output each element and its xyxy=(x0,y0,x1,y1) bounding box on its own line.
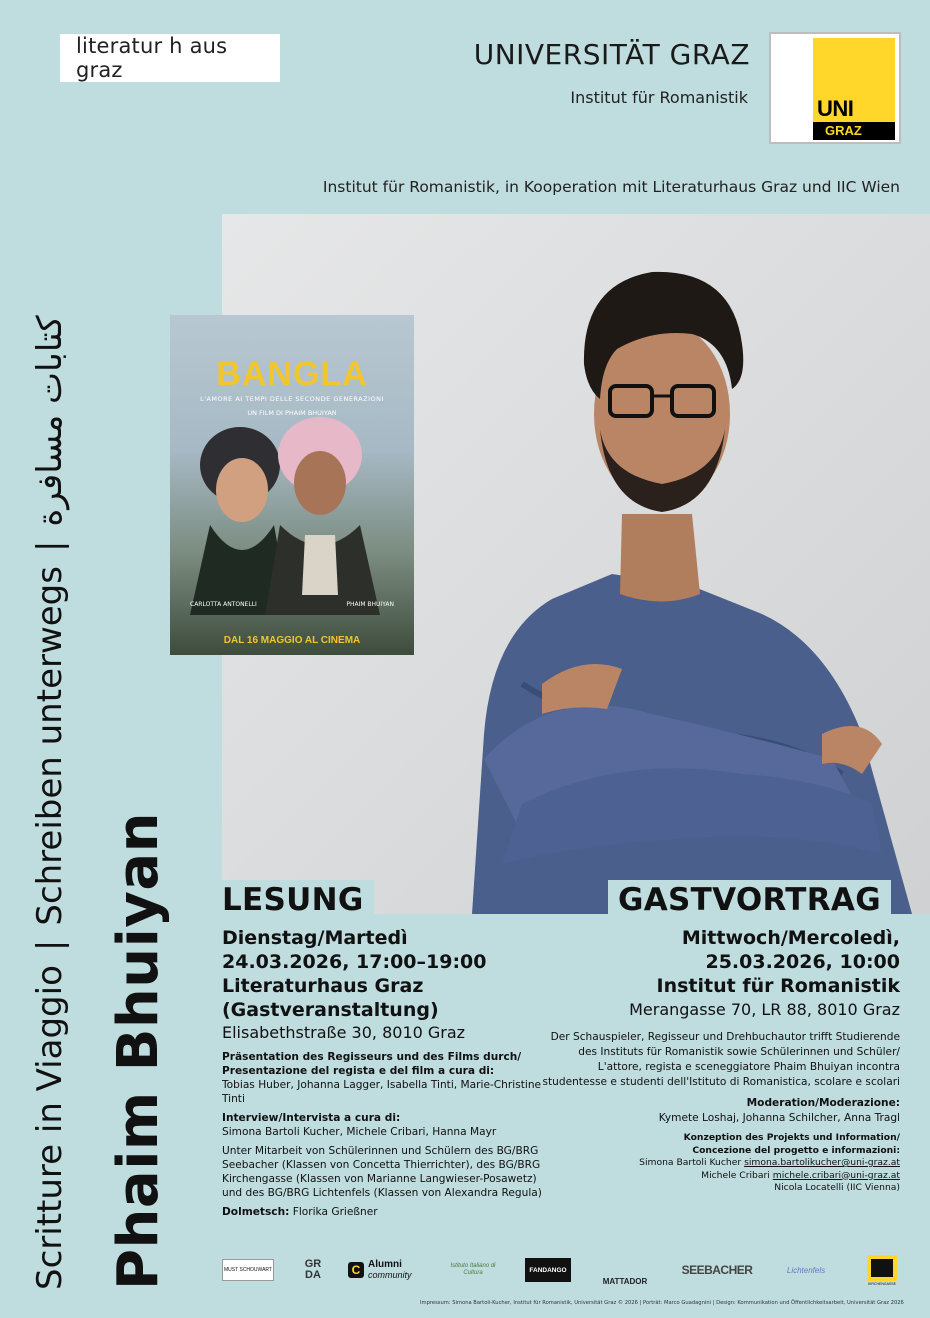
fandango-text: FANDANGO xyxy=(525,1258,571,1282)
contact-2-name: Michele Cribari xyxy=(701,1169,770,1181)
series-separator-2: | xyxy=(30,540,70,553)
uni-graz-logo xyxy=(769,32,901,144)
lesung-venue: Literaturhaus Graz xyxy=(222,975,424,997)
gastvortrag-day: Mittwoch/Mercoledì, xyxy=(681,927,900,949)
sponsor-logo-lichtenfels: Lichtenfels xyxy=(786,1265,826,1275)
contact-2-email-link[interactable]: michele.cribari@uni-graz.at xyxy=(772,1169,900,1181)
contact-1 xyxy=(540,1157,900,1170)
contact-1-email-link[interactable]: simona.bartolikucher@uni-graz.at xyxy=(744,1157,900,1168)
lesung-presentation xyxy=(222,1050,552,1106)
sponsor-logo-mattador: MATTADOR xyxy=(602,1277,648,1286)
literaturhaus-logo-text: literatur h aus graz xyxy=(76,34,228,82)
kirchengasse-text: KIRCHENGASSE xyxy=(868,1281,896,1286)
series-separator-1: | xyxy=(30,939,70,952)
sponsor-logo-iic: Istituto Italiano di Cultura xyxy=(450,1263,496,1276)
sponsor-1-text: MUST SCHOUWART xyxy=(222,1259,274,1281)
alumni-text-1: Alumni xyxy=(368,1259,402,1270)
poster-subtitle: L'AMORE AI TEMPI DELLE SECONDE GENERAZIONI xyxy=(200,395,384,403)
interview-label: Interview/Intervista a cura di: xyxy=(222,1112,401,1124)
lesung-heading: LESUNG xyxy=(218,880,374,918)
contact-2 xyxy=(540,1170,900,1183)
alumni-text xyxy=(368,1260,412,1280)
alumni-icon: C xyxy=(348,1262,364,1278)
concept-label-it: Concezione del progetto e informazioni: xyxy=(692,1144,900,1156)
lesung-collaboration: Unter Mitarbeit von Schülerinnen und Schülern des BG/BRG Seebacher (Klassen von Concetta Thierrichter), des BG/BRG Kirchengasse (Klassen von Marianne Langwieser-Posawetz) und des BG/BRG Lichtenfels (Klassen von Alexandra Regula) xyxy=(222,1145,542,1199)
film-poster xyxy=(170,315,414,655)
literaturhaus-logo xyxy=(60,34,280,82)
university-name: UNIVERSITÄT GRAZ xyxy=(473,38,750,71)
series-title-vertical xyxy=(30,315,70,1290)
lesung-datetime: 24.03.2026, 17:00–19:00 xyxy=(222,951,487,973)
sponsor-logo-seebacher: SEEBACHER xyxy=(681,1263,753,1277)
contact-3: Nicola Locatelli (IIC Vienna) xyxy=(774,1182,900,1193)
series-title-german: Schreiben unterwegs xyxy=(30,566,70,926)
impressum: Impressum: Simona Bartoli-Kucher, Institut für Romanistik, Universität Graz © 2026 | Porträt: Marco Guadagnini | Design: Kommunikation und Öffentlichkeitsarbeit, Universität Graz 2026 xyxy=(420,1300,904,1306)
gastvortrag-description: Der Schauspieler, Regisseur und Drehbuchautor trifft Studierende des Instituts für Romanistik sowie Schülerinnen und Schüler/ L'attore, regista e sceneggiatore Phaim Bhuiyan incontra studentesse e studenti dell'Istituto di Romanistica, scolare e scolari xyxy=(542,1031,900,1088)
series-title-italian: Scritture in Viaggio xyxy=(30,965,70,1290)
lesung-interview xyxy=(222,1111,552,1139)
institute-name: Institut für Romanistik xyxy=(570,88,748,107)
author-name-vertical: Phaim Bhuiyan xyxy=(106,811,171,1290)
sponsor-logo-fandango xyxy=(525,1250,571,1290)
interpreter-name: Florika Grießner xyxy=(292,1206,378,1218)
alumni-text-2: community xyxy=(368,1270,412,1280)
sponsor-logo-kirchengasse xyxy=(864,1250,900,1290)
project-contacts xyxy=(540,1132,900,1195)
lesung-interpreter xyxy=(222,1205,552,1219)
logo-text-graz: GRAZ xyxy=(825,123,862,138)
moderation-names: Kymete Loshaj, Johanna Schilcher, Anna Tragl xyxy=(658,1112,900,1124)
presentation-label: Präsentation des Regisseurs und des Films durch/ Presentazione del regista e del film a cura di: xyxy=(222,1051,522,1077)
gastvortrag-address: Merangasse 70, LR 88, 8010 Graz xyxy=(629,1000,900,1019)
lesung-address: Elisabethstraße 30, 8010 Graz xyxy=(222,1023,466,1042)
logo-text-uni: UNI xyxy=(817,96,854,121)
cooperation-line: Institut für Romanistik, in Kooperation mit Literaturhaus Graz und IIC Wien xyxy=(322,178,900,196)
presentation-names: Tobias Huber, Johanna Lagger, Isabella Tinti, Marie-Christine Tinti xyxy=(222,1079,542,1105)
moderation-label: Moderation/Moderazione: xyxy=(746,1097,900,1109)
contact-1-name: Simona Bartoli Kucher xyxy=(639,1157,742,1168)
kirchengasse-icon xyxy=(867,1255,897,1281)
gastvortrag-venue: Institut für Romanistik xyxy=(656,975,900,997)
poster-cast xyxy=(190,601,394,608)
interpreter-label: Dolmetsch: xyxy=(222,1206,290,1218)
sponsor-logo-alumni xyxy=(348,1250,428,1290)
poster-title: BANGLA xyxy=(216,355,368,393)
lesung-venue-note: (Gastveranstaltung) xyxy=(222,999,439,1021)
poster-actor-1: CARLOTTA ANTONELLI xyxy=(190,601,257,608)
gastvortrag-details xyxy=(540,926,900,1195)
series-title-arabic: كتابات مسافرة xyxy=(30,315,70,527)
poster-director: UN FILM DI PHAIM BHUIYAN xyxy=(247,409,337,417)
gastvortrag-moderation xyxy=(540,1096,900,1126)
sponsor-logo-1 xyxy=(222,1250,274,1290)
gastvortrag-datetime: 25.03.2026, 10:00 xyxy=(705,951,900,973)
interview-names: Simona Bartoli Kucher, Michele Cribari, Hanna Mayr xyxy=(222,1126,497,1138)
sponsor-logo-2: GR DA xyxy=(304,1258,322,1281)
poster-actor-2: PHAIM BHUIYAN xyxy=(346,601,394,608)
poster-release-date: DAL 16 MAGGIO AL CINEMA xyxy=(223,635,361,646)
lesung-details xyxy=(222,926,552,1224)
sponsor-logo-bar xyxy=(222,1250,902,1290)
lesung-day: Dienstag/Martedì xyxy=(222,927,408,949)
concept-label-de: Konzeption des Projekts und Information/ xyxy=(683,1132,900,1143)
gastvortrag-heading: GASTVORTRAG xyxy=(608,880,891,918)
